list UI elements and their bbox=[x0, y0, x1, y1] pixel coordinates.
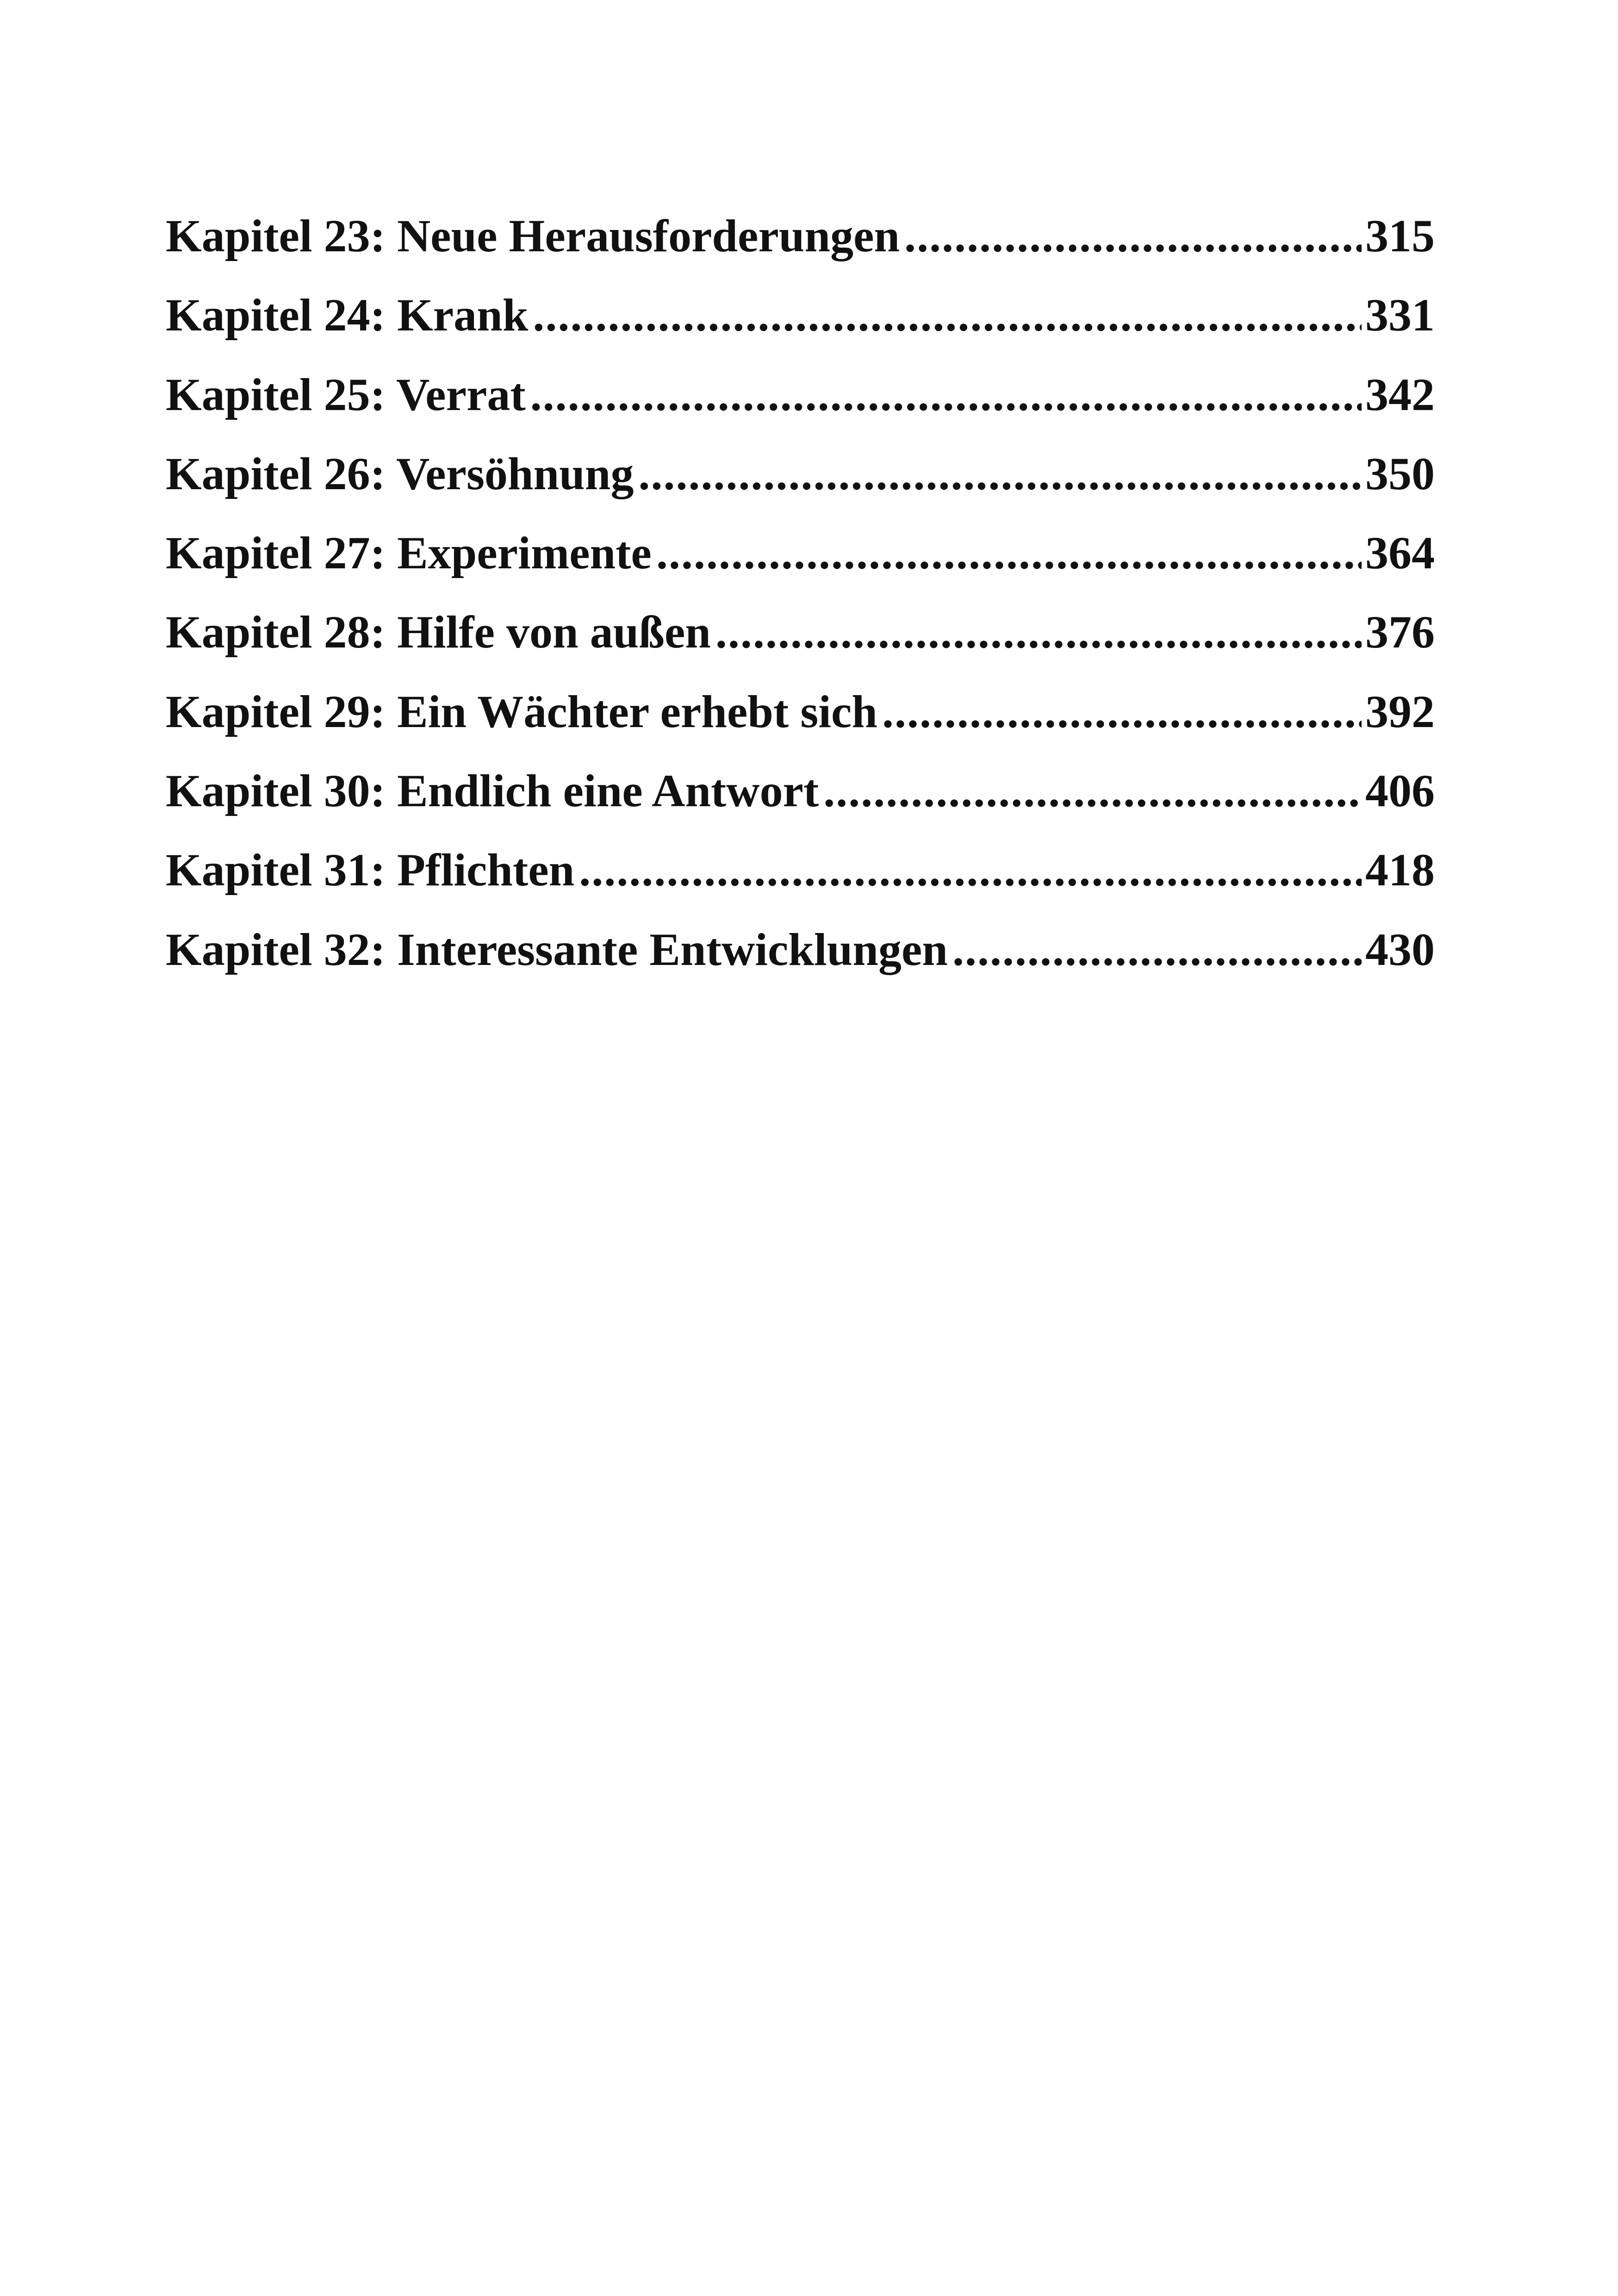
toc-entry-page: 418 bbox=[1365, 844, 1435, 896]
toc-entry bbox=[166, 355, 1435, 434]
toc-entry-title: Kapitel 25: Verrat bbox=[166, 368, 526, 420]
toc-entry bbox=[166, 830, 1435, 909]
toc-entry-page: 315 bbox=[1365, 210, 1435, 261]
toc-dot-leader bbox=[823, 751, 1362, 830]
toc-entry-title: Kapitel 31: Pflichten bbox=[166, 844, 575, 896]
toc-entry-title: Kapitel 23: Neue Herausforderungen bbox=[166, 210, 900, 261]
toc-entry-title: Kapitel 24: Krank bbox=[166, 289, 529, 341]
toc-entry-page: 342 bbox=[1365, 368, 1435, 420]
toc-dot-leader bbox=[952, 910, 1362, 989]
toc-entry bbox=[166, 513, 1435, 592]
toc-entry-title: Kapitel 28: Hilfe von außen bbox=[166, 606, 711, 658]
toc-dot-leader bbox=[716, 592, 1362, 672]
toc-entry bbox=[166, 592, 1435, 672]
toc-entry bbox=[166, 672, 1435, 751]
toc-entry-title: Kapitel 29: Ein Wächter erhebt sich bbox=[166, 685, 877, 737]
toc-dot-leader bbox=[533, 275, 1362, 355]
toc-entry bbox=[166, 751, 1435, 830]
toc-dot-leader bbox=[656, 513, 1362, 592]
toc-entry-page: 350 bbox=[1365, 448, 1435, 499]
toc-entry bbox=[166, 910, 1435, 989]
toc-entry bbox=[166, 434, 1435, 513]
toc-entry-page: 406 bbox=[1365, 765, 1435, 817]
toc-entry-page: 331 bbox=[1365, 289, 1435, 341]
toc-entry bbox=[166, 275, 1435, 355]
toc-entry-page: 376 bbox=[1365, 606, 1435, 658]
toc-dot-leader bbox=[904, 196, 1362, 275]
toc-entry-title: Kapitel 26: Versöhnung bbox=[166, 448, 634, 499]
toc-dot-leader bbox=[530, 355, 1362, 434]
toc-entry bbox=[166, 196, 1435, 275]
toc-entry-page: 364 bbox=[1365, 527, 1435, 579]
toc-dot-leader bbox=[638, 434, 1362, 513]
toc-entry-title: Kapitel 32: Interessante Entwicklungen bbox=[166, 923, 948, 975]
toc-dot-leader bbox=[882, 672, 1362, 751]
toc-dot-leader bbox=[579, 830, 1362, 909]
toc-entry-page: 430 bbox=[1365, 923, 1435, 975]
table-of-contents bbox=[166, 196, 1435, 989]
toc-entry-page: 392 bbox=[1365, 685, 1435, 737]
toc-entry-title: Kapitel 27: Experimente bbox=[166, 527, 652, 579]
toc-entry-title: Kapitel 30: Endlich eine Antwort bbox=[166, 765, 819, 817]
